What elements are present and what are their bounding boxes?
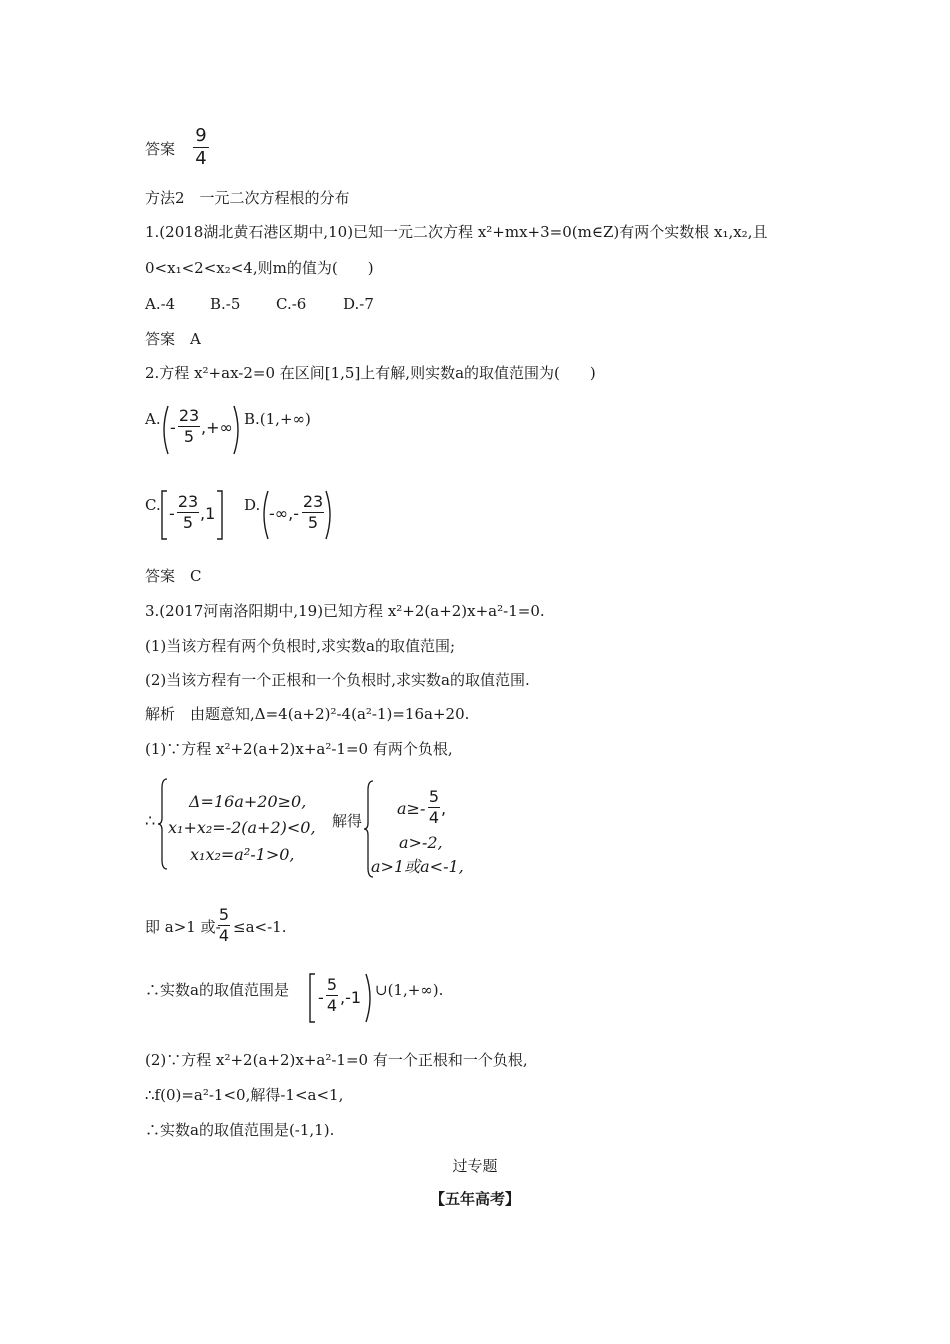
q1-option-c: C.-6 xyxy=(276,295,307,313)
fraction-numerator: 5 xyxy=(218,905,230,924)
left-paren-icon xyxy=(160,405,170,455)
fraction-denominator: 4 xyxy=(326,996,338,1015)
fraction-numerator: 23 xyxy=(177,492,199,511)
q3-part2: (2)当该方程有一个正根和一个负根时,求实数a的取值范围. xyxy=(145,671,530,689)
q1-option-b: B.-5 xyxy=(210,295,241,313)
solution-line-1-pre: a≥- xyxy=(397,799,426,818)
q3-analysis: 解析 由题意知,Δ=4(a+2)²-4(a²-1)=16a+20. xyxy=(145,705,470,723)
q2-option-a-label: A. xyxy=(145,410,161,428)
system-line-1: Δ=16a+20≥0, xyxy=(189,792,307,811)
answer-label: 答案 xyxy=(145,140,176,158)
q3-stem: 3.(2017河南洛阳期中,19)已知方程 x²+2(a+2)x+a²-1=0. xyxy=(145,602,545,620)
result-2-tail: ,-1 xyxy=(340,988,362,1007)
left-bracket-icon xyxy=(160,490,168,540)
answer-fraction xyxy=(193,127,209,168)
q2-option-c-tail: ,1 xyxy=(200,504,216,523)
result-2-pre: ∴实数a的取值范围是 xyxy=(145,981,289,999)
section-heading: 过专题 xyxy=(452,1157,498,1175)
result-1-pre: 即 a>1 或- xyxy=(145,918,221,936)
solution-line-2: a>-2, xyxy=(399,833,443,852)
result-2-fraction xyxy=(326,977,338,1014)
q2-stem: 2.方程 x²+ax-2=0 在区间[1,5]上有解,则实数a的取值范围为( ) xyxy=(145,364,596,382)
q3-solution-2: (2)∵方程 x²+2(a+2)x+a²-1=0 有一个正根和一个负根, xyxy=(145,1051,528,1069)
q3-solution-1: (1)∵方程 x²+2(a+2)x+a²-1=0 有两个负根, xyxy=(145,740,453,758)
q2-option-d-fraction xyxy=(302,494,324,531)
solution-line-3: a>1或a<-1, xyxy=(371,857,464,876)
result-1-post: ≤a<-1. xyxy=(233,918,287,936)
fraction-numerator: 9 xyxy=(195,125,207,146)
q2-option-c-neg: - xyxy=(169,504,175,523)
q2-option-b: B.(1,+∞) xyxy=(244,410,311,428)
system-line-2: x₁+x₂=-2(a+2)<0, xyxy=(168,818,316,837)
fraction-denominator: 5 xyxy=(183,427,195,446)
result-2-post: ∪(1,+∞). xyxy=(375,981,444,999)
q2-option-c-fraction xyxy=(177,494,199,531)
subsection-heading: 【五年高考】 xyxy=(429,1190,520,1208)
q1-answer: 答案 A xyxy=(145,330,201,348)
q2-option-d-label: D. xyxy=(244,496,261,514)
q1-option-a: A.-4 xyxy=(145,295,176,313)
q3-solution-2c: ∴实数a的取值范围是(-1,1). xyxy=(145,1121,335,1139)
solve-label: 解得 xyxy=(332,812,363,830)
fraction-numerator: 5 xyxy=(428,787,440,806)
method-title: 方法2 一元二次方程根的分布 xyxy=(145,189,350,207)
solution-line-1-post: , xyxy=(441,799,447,818)
q2-option-a-neg: - xyxy=(170,418,176,437)
fraction-denominator: 5 xyxy=(182,513,194,532)
fraction-numerator: 23 xyxy=(302,492,324,511)
result-1-fraction xyxy=(218,907,230,944)
q1-option-d: D.-7 xyxy=(343,295,374,313)
therefore-symbol: ∴ xyxy=(145,811,156,830)
right-paren-icon xyxy=(364,973,374,1023)
q2-option-a-tail: ,+∞ xyxy=(201,418,233,437)
q3-solution-2b: ∴f(0)=a²-1<0,解得-1<a<1, xyxy=(145,1086,344,1104)
left-brace-icon xyxy=(158,778,168,870)
system-line-3: x₁x₂=a²-1>0, xyxy=(190,845,295,864)
q2-option-c-label: C. xyxy=(145,496,161,514)
result-2-neg: - xyxy=(318,988,324,1007)
right-paren-icon xyxy=(232,405,242,455)
fraction-numerator: 5 xyxy=(326,975,338,994)
q1-stem-line2: 0<x₁<2<x₂<4,则m的值为( ) xyxy=(145,259,374,277)
right-bracket-icon xyxy=(216,490,224,540)
fraction-numerator: 23 xyxy=(178,406,200,425)
fraction-denominator: 4 xyxy=(195,148,207,169)
fraction-denominator: 4 xyxy=(428,808,440,827)
q2-option-a-fraction xyxy=(178,408,200,445)
solution-line-1-fraction xyxy=(428,789,440,826)
q3-part1: (1)当该方程有两个负根时,求实数a的取值范围; xyxy=(145,637,456,655)
fraction-denominator: 5 xyxy=(307,513,319,532)
q1-stem-line1: 1.(2018湖北黄石港区期中,10)已知一元二次方程 x²+mx+3=0(m∈Z)有两个实数根 x₁,x₂,且 xyxy=(145,223,768,241)
left-bracket-icon xyxy=(308,973,316,1023)
fraction-denominator: 4 xyxy=(218,926,230,945)
right-paren-icon xyxy=(324,490,334,540)
q2-option-d-head: -∞,- xyxy=(269,504,299,523)
q2-answer: 答案 C xyxy=(145,567,202,585)
